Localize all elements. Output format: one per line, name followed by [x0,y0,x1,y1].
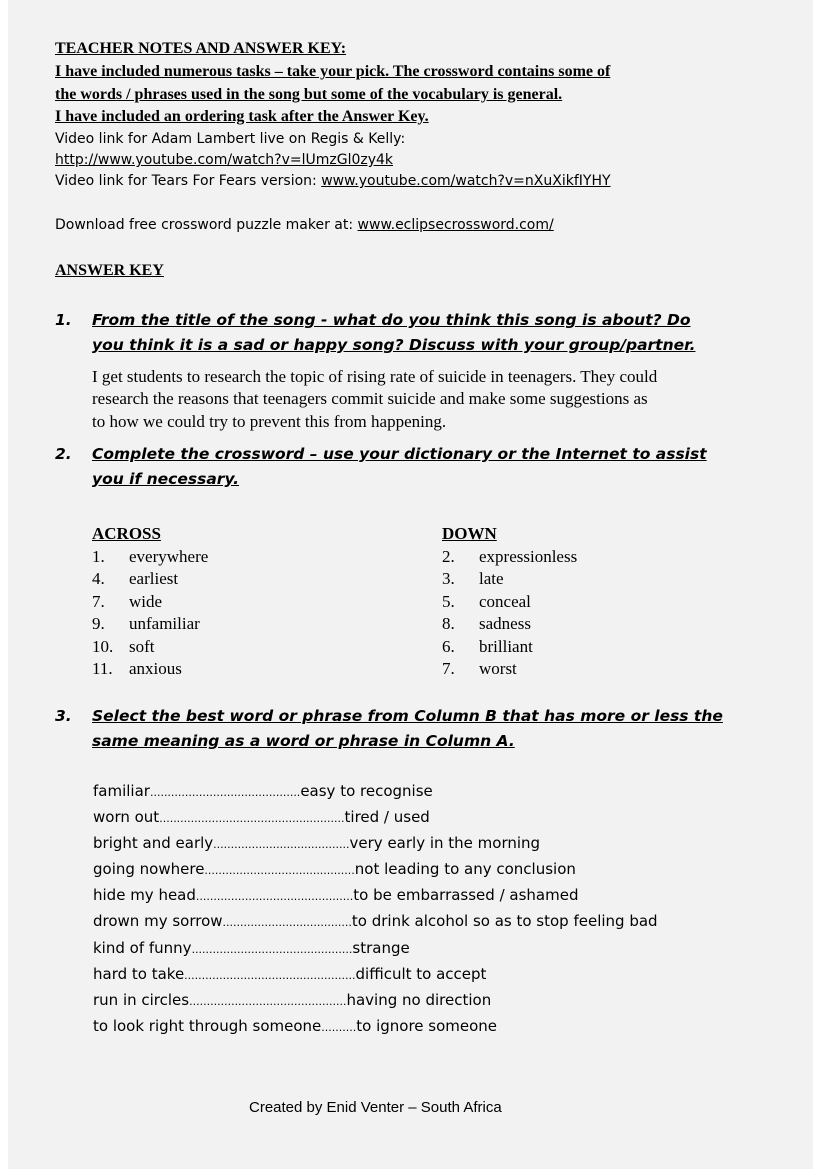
question-text: Complete the crossword – use your dictionary or the Internet to assist [92,445,707,463]
question-text: you if necessary. [92,470,240,488]
list-item: 10. soft [92,636,155,656]
question-text: same meaning as a word or phrase in Column A. [92,732,515,750]
question-number: 3. [55,707,72,725]
table-row: run in circles.............................................having no direction [93,990,492,1009]
answer-text: research the reasons that teenagers commit suicide and make some suggestions as [92,389,648,408]
question-2 [55,445,775,463]
teacher-notes-heading: TEACHER NOTES AND ANSWER KEY: [55,40,347,57]
download-link[interactable]: www.eclipsecrossword.com/ [357,217,554,233]
question-text: Select the best word or phrase from Column B that has more or less the [92,707,723,725]
list-item: 6. brilliant [442,636,533,656]
list-item: 2. expressionless [442,547,578,566]
matching-list [93,779,658,1040]
list-item: 7. worst [442,659,517,679]
answer-text: to how we could try to prevent this from happening. [92,412,447,431]
footer-credit: Created by Enid Venter – South Africa [249,1099,502,1116]
question-number: 2. [55,445,72,463]
table-row: familiar...........................................easy to recognise [93,782,433,800]
worksheet-page [8,0,813,1169]
question-text: you think it is a sad or happy song? Discuss with your group/partner. [92,336,696,354]
video2-link[interactable]: www.youtube.com/watch?v=nXuXikfIYHY [321,173,611,189]
video2-label: Video link for Tears For Fears version: [55,173,322,189]
down-list [442,546,577,680]
table-row: kind of funny..............................................strange [93,938,410,957]
table-row: hide my head.............................................to be embarrassed / ashamed [93,886,579,905]
table-row: bright and early.......................................very early in the morning [93,834,541,853]
question-1 [55,311,775,329]
list-item: 3. late [442,569,504,589]
question-number: 1. [55,311,72,329]
question-text: From the title of the song - what do you think this song is about? Do [92,311,691,329]
across-heading: ACROSS [92,524,161,543]
table-row: worn out.....................................................tired / used [93,808,430,827]
list-item: 8. sadness [442,614,531,634]
question-3 [55,707,775,725]
table-row: drown my sorrow.....................................to drink alcohol so as to stop feeling bad [93,912,658,931]
teacher-notes-line: the words / phrases used in the song but some of the vocabulary is general. [55,86,563,103]
list-item: 5. conceal [442,591,531,611]
download-line [55,217,554,233]
answer-text: I get students to research the topic of rising rate of suicide in teenagers. They could [92,367,658,386]
list-item: 11. anxious [92,659,182,679]
video1-label: Video link for Adam Lambert live on Regis & Kelly: [55,131,406,147]
answer-key-heading: ANSWER KEY [55,262,164,279]
video2-line [55,173,611,189]
down-heading: DOWN [442,524,497,543]
table-row: going nowhere...........................................not leading to any conclusion [93,860,576,879]
list-item: 1. everywhere [92,547,209,566]
table-row: hard to take.................................................difficult to accept [93,964,487,983]
video1-link[interactable]: http://www.youtube.com/watch?v=lUmzGl0zy4k [55,152,394,168]
download-label: Download free crossword puzzle maker at: [55,217,358,233]
teacher-notes-line: I have included numerous tasks – take your pick. The crossword contains some of [55,63,611,80]
list-item: 4. earliest [92,569,179,589]
teacher-notes-line: I have included an ordering task after the Answer Key. [55,108,429,125]
list-item: 9. unfamiliar [92,614,200,634]
list-item: 7. wide [92,591,163,611]
table-row: to look right through someone..........to ignore someone [93,1016,498,1035]
across-list [92,546,208,680]
